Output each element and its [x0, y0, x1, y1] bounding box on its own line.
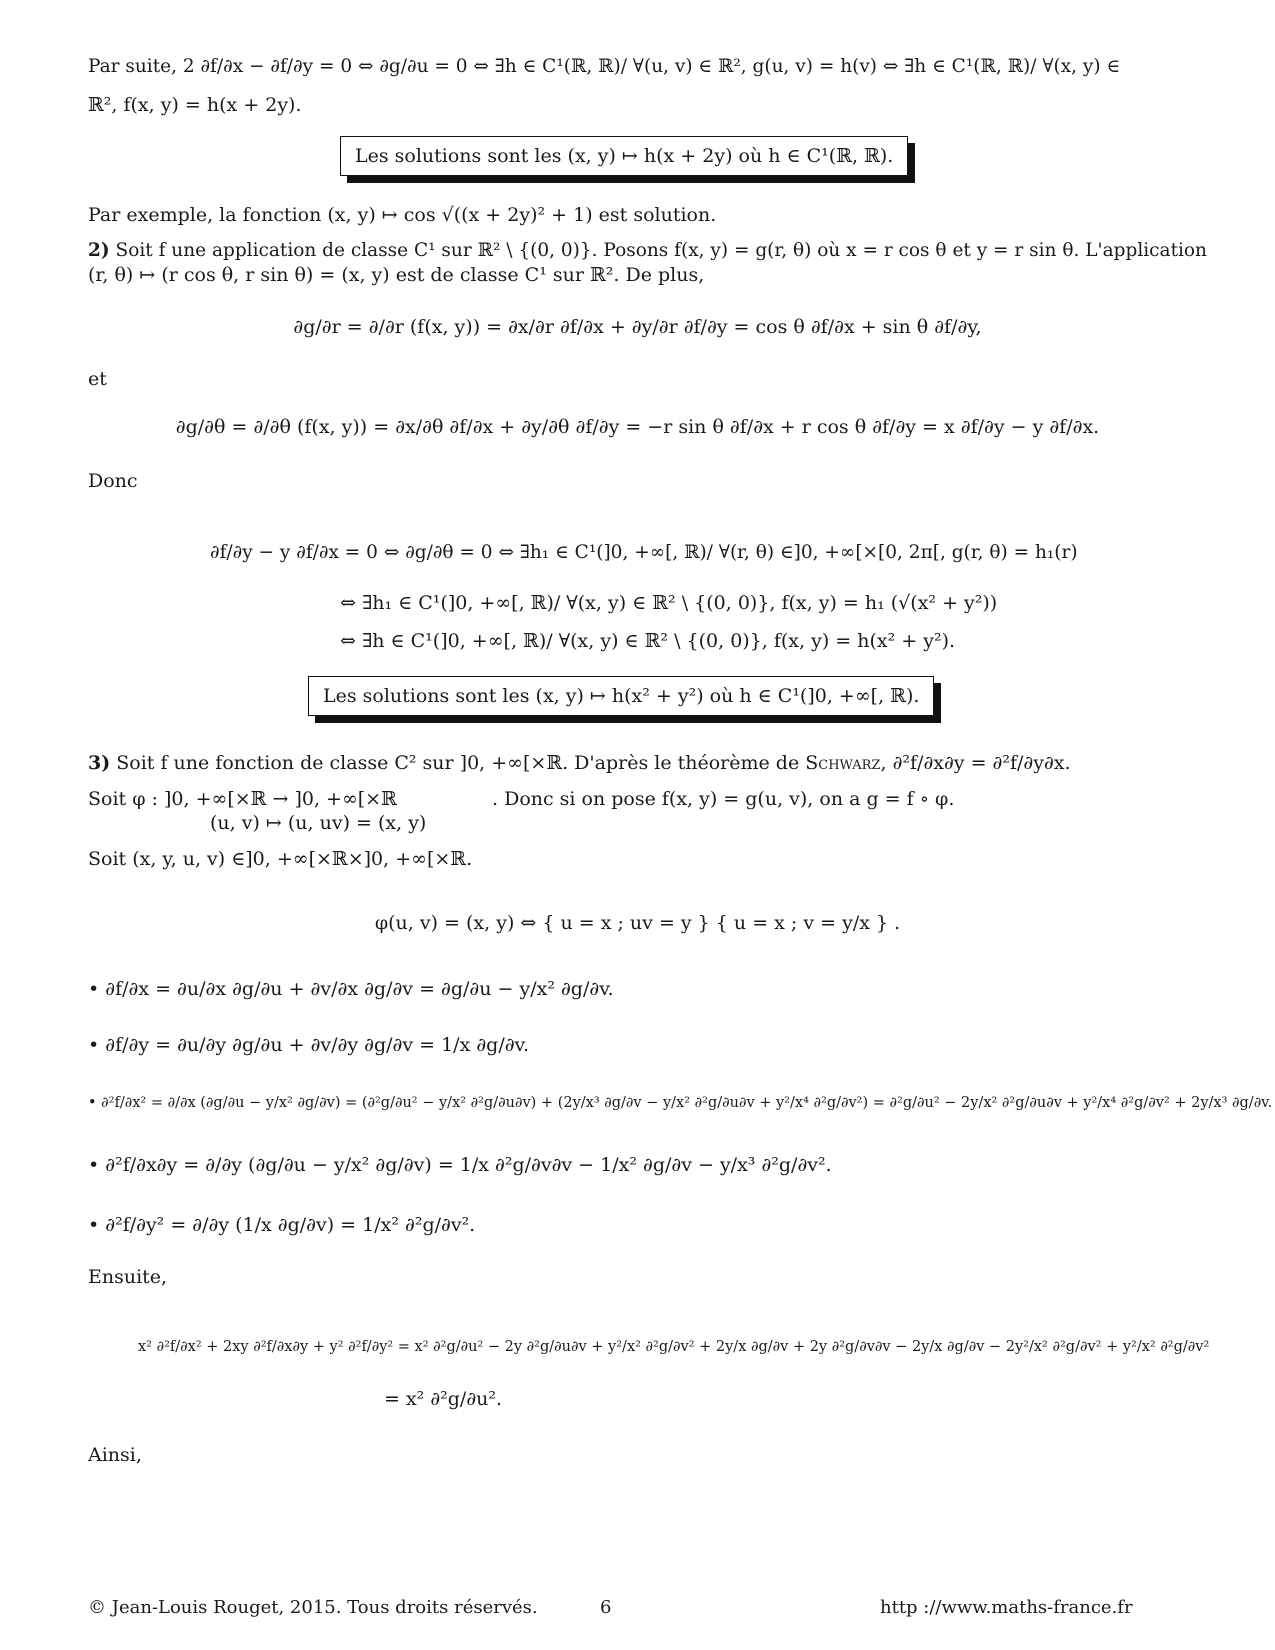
- text-span: Soit f une fonction de classe C² sur ]0, +∞[×ℝ. D'après le théorème de: [116, 752, 800, 774]
- bullet-item: • ∂²f/∂y² = ∂/∂y (1/x ∂g/∂v) = 1/x² ∂²g/∂v².: [88, 1214, 476, 1236]
- footer-page-number: 6: [600, 1597, 612, 1618]
- text-span: , ∂²f/∂x∂y = ∂²f/∂y∂x.: [880, 752, 1071, 774]
- equation: ⇔ ∃h₁ ∈ C¹(]0, +∞[, ℝ)/ ∀(x, y) ∈ ℝ² \ {(0, 0)}, f(x, y) = h₁ (√(x² + y²)): [340, 592, 998, 614]
- bullet-item: • ∂²f/∂x² = ∂/∂x (∂g/∂u − y/x² ∂g/∂v) = (∂²g/∂u² − y/x² ∂²g/∂u∂v) + (2y/x³ ∂g/∂v − y/x² ∂²g/∂u∂v + y²/x⁴ ∂²g/∂v²) = ∂²g/∂u² − 2y/x² ∂²g/∂u∂v + y²/x⁴ ∂²g/∂v² + 2y/x³ ∂g/∂v.: [88, 1095, 1273, 1111]
- text-line: Donc: [88, 470, 138, 492]
- author-name: Schwarz: [805, 752, 881, 774]
- text-span: Soit f une application de classe C¹ sur ℝ² \ {(0, 0)}. Posons f(x, y) = g(r, θ) où x = r cos θ et y = r sin θ. L'application: [115, 240, 1207, 261]
- text-line: Soit (x, y, u, v) ∈]0, +∞[×ℝ×]0, +∞[×ℝ.: [88, 848, 473, 870]
- text-line: Par exemple, la fonction (x, y) ↦ cos √((x + 2y)² + 1) est solution.: [88, 204, 717, 226]
- equation: ∂²f/∂x² = ∂/∂x (∂g/∂u − y/x² ∂g/∂v) = (∂²g/∂u² − y/x² ∂²g/∂u∂v) + (2y/x³ ∂g/∂v − y/x² ∂²g/∂u∂v + y²/x⁴ ∂²g/∂v²) = ∂²g/∂u² − 2y/x² ∂²g/∂u∂v + y²/x⁴ ∂²g/∂v² + 2y/x³ ∂g/∂v.: [101, 1095, 1273, 1111]
- equation: φ(u, v) = (x, y) ⇔ { u = x ; uv = y } { u = x ; v = y/x } .: [374, 912, 901, 934]
- text-line: [88, 238, 1207, 264]
- result-box: Les solutions sont les (x, y) ↦ h(x + 2y) où h ∈ C¹(ℝ, ℝ).: [340, 136, 908, 176]
- equation: ∂f/∂y = ∂u/∂y ∂g/∂u + ∂v/∂y ∂g/∂v = 1/x ∂g/∂v.: [105, 1034, 530, 1056]
- text-line: Ainsi,: [88, 1444, 142, 1466]
- equation: x² ∂²f/∂x² + 2xy ∂²f/∂x∂y + y² ∂²f/∂y² = x² ∂²g/∂u² − 2y ∂²g/∂u∂v + y²/x² ∂²g/∂v² + 2y/x ∂g/∂v + 2y ∂²g/∂v∂v − 2y/x ∂g/∂v − 2y²/x² ∂²g/∂v² + y²/x² ∂²g/∂v²: [138, 1339, 1210, 1355]
- equation: ∂g/∂θ = ∂/∂θ (f(x, y)) = ∂x/∂θ ∂f/∂x + ∂y/∂θ ∂f/∂y = −r sin θ ∂f/∂x + r cos θ ∂f/∂y = x ∂f/∂y − y ∂f/∂x.: [175, 416, 1100, 438]
- text-line: Ensuite,: [88, 1266, 168, 1288]
- question-number: 2): [88, 240, 110, 261]
- footer-url[interactable]: http ://www.maths-france.fr: [880, 1597, 1133, 1618]
- equation: ∂f/∂y − y ∂f/∂x = 0 ⇔ ∂g/∂θ = 0 ⇔ ∃h₁ ∈ C¹(]0, +∞[, ℝ)/ ∀(r, θ) ∈]0, +∞[×[0, 2π[, g(r, θ) = h₁(r): [210, 542, 1078, 563]
- text-line: et: [88, 368, 107, 390]
- text-line: [88, 750, 1188, 776]
- equation: ∂²f/∂x∂y = ∂/∂y (∂g/∂u − y/x² ∂g/∂v) = 1/x ∂²g/∂v∂v − 1/x² ∂g/∂v − y/x³ ∂²g/∂v².: [105, 1154, 832, 1176]
- bullet-item: • ∂f/∂x = ∂u/∂x ∂g/∂u + ∂v/∂x ∂g/∂v = ∂g/∂u − y/x² ∂g/∂v.: [88, 978, 614, 1000]
- bullet-item: • ∂²f/∂x∂y = ∂/∂y (∂g/∂u − y/x² ∂g/∂v) = 1/x ∂²g/∂v∂v − 1/x² ∂g/∂v − y/x³ ∂²g/∂v².: [88, 1154, 832, 1176]
- equation: ∂g/∂r = ∂/∂r (f(x, y)) = ∂x/∂r ∂f/∂x + ∂y/∂r ∂f/∂y = cos θ ∂f/∂x + sin θ ∂f/∂y,: [293, 316, 982, 338]
- question-number: 3): [88, 752, 111, 774]
- result-box: Les solutions sont les (x, y) ↦ h(x² + y²) où h ∈ C¹(]0, +∞[, ℝ).: [308, 676, 934, 716]
- text-line: (u, v) ↦ (u, uv) = (x, y): [210, 812, 427, 834]
- bullet-item: • ∂f/∂y = ∂u/∂y ∂g/∂u + ∂v/∂y ∂g/∂v = 1/x ∂g/∂v.: [88, 1034, 530, 1056]
- text-line: . Donc si on pose f(x, y) = g(u, v), on a g = f ∘ φ.: [492, 788, 955, 810]
- text-line: Par suite, 2 ∂f/∂x − ∂f/∂y = 0 ⇔ ∂g/∂u = 0 ⇔ ∃h ∈ C¹(ℝ, ℝ)/ ∀(u, v) ∈ ℝ², g(u, v) = h(v) ⇔ ∃h ∈ C¹(ℝ, ℝ)/ ∀(x, y) ∈: [88, 56, 1121, 77]
- text-line: Soit φ : ]0, +∞[×ℝ → ]0, +∞[×ℝ: [88, 788, 397, 810]
- equation: = x² ∂²g/∂u².: [384, 1388, 503, 1410]
- equation: ⇔ ∃h ∈ C¹(]0, +∞[, ℝ)/ ∀(x, y) ∈ ℝ² \ {(0, 0)}, f(x, y) = h(x² + y²).: [340, 630, 956, 652]
- equation: ∂²f/∂y² = ∂/∂y (1/x ∂g/∂v) = 1/x² ∂²g/∂v².: [105, 1214, 476, 1236]
- equation: ∂f/∂x = ∂u/∂x ∂g/∂u + ∂v/∂x ∂g/∂v = ∂g/∂u − y/x² ∂g/∂v.: [105, 978, 614, 1000]
- footer-copyright: © Jean-Louis Rouget, 2015. Tous droits réservés.: [88, 1597, 538, 1618]
- text-line: ℝ², f(x, y) = h(x + 2y).: [88, 94, 302, 116]
- text-line: (r, θ) ↦ (r cos θ, r sin θ) = (x, y) est de classe C¹ sur ℝ². De plus,: [88, 264, 705, 286]
